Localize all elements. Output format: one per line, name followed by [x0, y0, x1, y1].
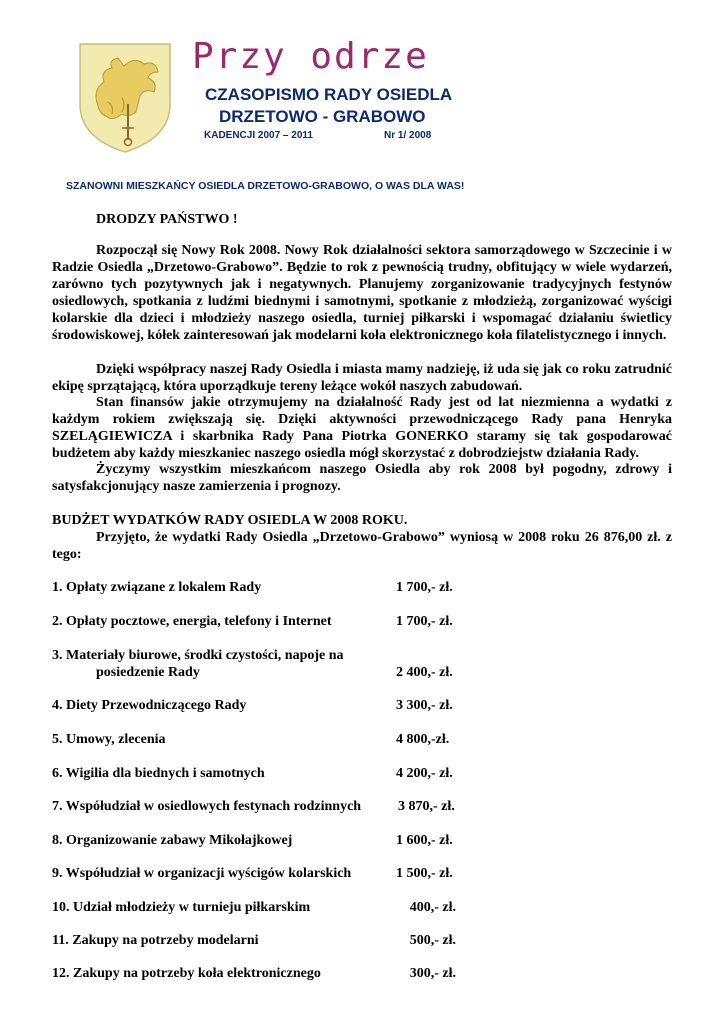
magazine-title: Przy odrze	[192, 36, 429, 77]
budget-item	[52, 899, 482, 916]
paragraph-4: Życzymy wszystkim mieszkańcom naszego Osiedla aby rok 2008 był pogodny, zdrowy i satysfakcjonujący nasze zamierzenia i prognozy.	[52, 462, 672, 494]
crest-icon	[78, 42, 172, 154]
budget-item	[52, 613, 482, 630]
paragraph-1: Rozpoczął się Nowy Rok 2008. Nowy Rok działalności sektora samorządowego w Szczecinie i w Radzie Osiedla „Drzetowo-Grabowo”. Będzie to rok z pewnością trudny, obfitujący w wiele wydarzeń, zarówno tych pozytywnych jak i negatywnych. Planujemy zorganizowanie tradycyjnych festynów osiedlowych, spotkania z ludźmi biednymi i samotnymi, spotkanie z młodzieżą, zorganizować wyścigi kolarskie dla dzieci i młodzieży naszego osiedla, turniej piłkarski i wspomagać działaniu świetlicy środowiskowej, kółek zainteresowań jak modelarni koła elektronicznego koła filatelistycznego i innych.	[52, 243, 672, 343]
budget-item-amount: 4 200,- zł.	[396, 766, 453, 781]
budget-item	[52, 579, 482, 596]
budget-item-label: 4. Diety Przewodniczącego Rady	[52, 698, 247, 713]
budget-item	[52, 865, 482, 882]
budget-item-label: 10. Udział młodzieży w turnieju piłkarskim	[52, 900, 311, 915]
budget-heading: BUDŻET WYDATKÓW RADY OSIEDLA W 2008 ROKU.	[52, 513, 408, 528]
paragraph-3: Stan finansów jakie otrzymujemy na działalność Rady jest od lat niezmienna a wydatki z każdym rokiem zwiększają się. Dzięki aktywności przewodniczącego Rady pana Henryka SZELĄGIEWICZA i skarbnika Rady Pana Piotrka GONERKO staramy się tak gospodarować budżetem aby każdy mieszkaniec naszego osiedla mógł skorzystać z dobrodziejstw działania Rady.	[52, 395, 672, 461]
budget-item-label-cont: posiedzenie Rady	[96, 665, 200, 680]
budget-item-amount: 400,- zł.	[409, 900, 456, 915]
budget-item	[52, 798, 482, 815]
budget-item-amount: 1 700,- zł.	[396, 580, 453, 595]
budget-item-label: 12. Zakupy na potrzeby koła elektronicznego	[52, 966, 321, 981]
budget-item	[52, 932, 482, 949]
budget-item-label: 9. Współudział w organizacji wyścigów kolarskich	[52, 866, 352, 881]
issue-number: Nr 1/ 2008	[384, 130, 432, 141]
budget-item-label: 5. Umowy, zlecenia	[52, 732, 166, 747]
magazine-subtitle-line2: DRZETOWO - GRABOWO	[219, 107, 426, 126]
budget-item-label: 8. Organizowanie zabawy Mikołajkowej	[52, 833, 293, 848]
budget-item-amount: 300,- zł.	[409, 966, 456, 981]
banner-text: SZANOWNI MIESZKAŃCY OSIEDLA DRZETOWO-GRABOWO, O WAS DLA WAS!	[66, 180, 465, 192]
budget-item-amount: 1 600,- zł.	[396, 833, 453, 848]
budget-item-amount: 3 870,- zł.	[398, 799, 455, 814]
paragraph-2: Dzięki współpracy naszej Rady Osiedla i miasta mamy nadzieję, iż uda się jak co roku zatrudnić ekipę sprzątającą, która uporządkuje tereny leżące wokół naszych zabudowań.	[52, 362, 672, 394]
budget-intro: Przyjęto, że wydatki Rady Osiedla „Drzetowo-Grabowo” wyniosą w 2008 roku 26 876,00 zł. z tego:	[52, 530, 672, 562]
budget-item-amount: 1 500,- zł.	[396, 866, 453, 881]
budget-item	[52, 647, 482, 681]
greeting: DRODZY PAŃSTWO !	[96, 212, 238, 227]
budget-item-amount: 1 700,- zł.	[396, 614, 453, 629]
budget-item-label: 2. Opłaty pocztowe, energia, telefony i Internet	[52, 614, 332, 629]
budget-item-label: 7. Współudział w osiedlowych festynach rodzinnych	[52, 799, 362, 814]
budget-item	[52, 832, 482, 849]
budget-item-label: 6. Wigilia dla biednych i samotnych	[52, 766, 265, 781]
budget-item-amount: 2 400,- zł.	[396, 665, 453, 680]
budget-item-label: 11. Zakupy na potrzeby modelarni	[52, 933, 259, 948]
budget-item	[52, 765, 482, 782]
budget-item-amount: 3 300,- zł.	[396, 698, 453, 713]
budget-item-label: 3. Materiały biurowe, środki czystości, napoje na	[52, 648, 344, 663]
kadencja-label: KADENCJI 2007 – 2011	[204, 130, 313, 141]
budget-item	[52, 697, 482, 714]
magazine-subtitle-line1: CZASOPISMO RADY OSIEDLA	[205, 85, 453, 104]
budget-item-amount: 500,- zł.	[409, 933, 456, 948]
budget-item	[52, 965, 482, 982]
budget-item-label: 1. Opłaty związane z lokalem Rady	[52, 580, 262, 595]
budget-item	[52, 731, 482, 748]
budget-item-amount: 4 800,-zł.	[396, 732, 450, 747]
